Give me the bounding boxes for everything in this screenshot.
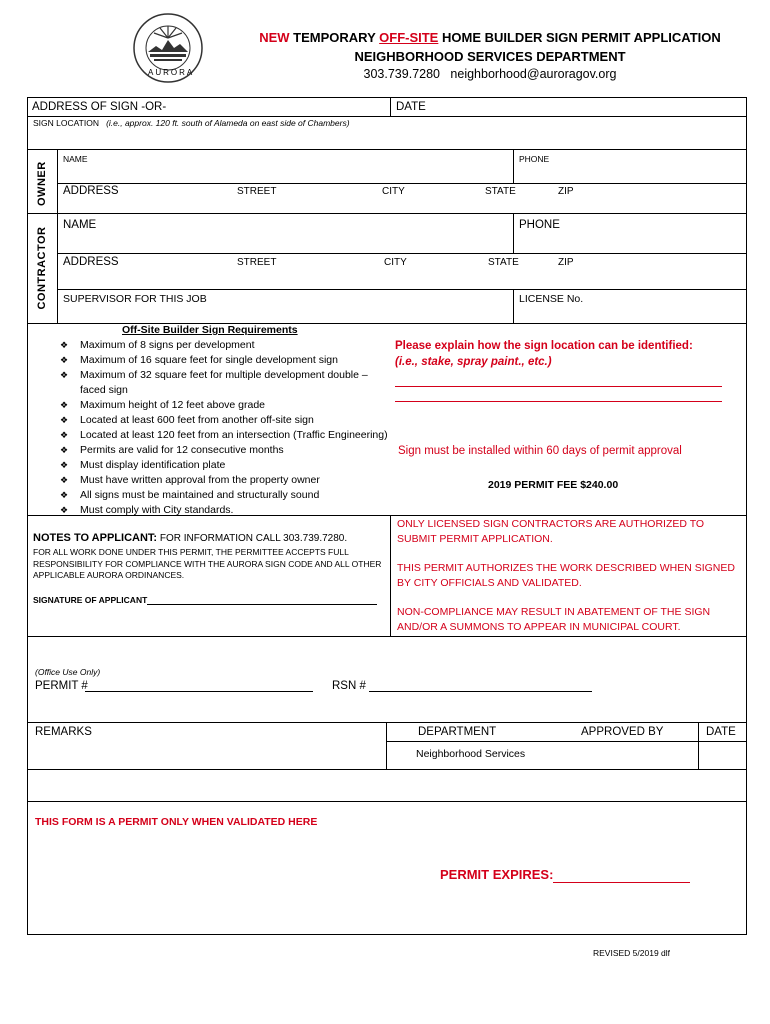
contractor-name-field[interactable] (58, 234, 512, 252)
title-rest: HOME BUILDER SIGN PERMIT APPLICATION (441, 30, 721, 45)
owner-city-label: CITY (382, 186, 405, 197)
office-use-label: (Office Use Only) (35, 667, 101, 677)
owner-phone-label: PHONE (519, 154, 550, 164)
requirement-item: ❖ Must display identification plate (58, 458, 388, 473)
requirement-item: ❖ Located at least 120 feet from an intersection (Traffic Engineering) (58, 428, 388, 443)
license-field[interactable] (514, 306, 746, 322)
supervisor-field[interactable] (58, 306, 512, 322)
owner-name-field[interactable] (58, 164, 512, 182)
license-label: LICENSE No. (519, 293, 584, 305)
permit-expires-field[interactable] (553, 882, 690, 883)
contractor-address-label: ADDRESS (63, 256, 119, 268)
notes-line (33, 533, 347, 544)
contractor-zip-label: ZIP (558, 257, 574, 268)
supervisor-label: SUPERVISOR FOR THIS JOB (63, 293, 207, 305)
owner-state-label: STATE (485, 186, 516, 197)
title-temporary: TEMPORARY (293, 30, 376, 45)
approved-by-field[interactable] (560, 742, 697, 768)
explain-line-1[interactable] (395, 386, 722, 387)
contractor-name-label: NAME (63, 219, 97, 231)
remarks-label: REMARKS (35, 726, 92, 738)
contractor-section-label: CONTRACTOR (36, 226, 48, 310)
sign-date-label: DATE (396, 101, 426, 113)
requirement-item: ❖ Maximum of 16 square feet for single development sign (58, 353, 388, 368)
validation-text: THIS FORM IS A PERMIT ONLY WHEN VALIDATED HERE (35, 816, 318, 828)
title-new: NEW (259, 30, 290, 45)
warning-licensed: ONLY LICENSED SIGN CONTRACTORS ARE AUTHORIZED TO SUBMIT PERMIT APPLICATION. (397, 518, 705, 545)
sign-location-hint: (i.e., approx. 120 ft. south of Alameda on east side of Chambers) (106, 118, 350, 128)
permit-number-field[interactable] (85, 691, 313, 692)
requirement-item: ❖ Permits are valid for 12 consecutive months (58, 443, 388, 458)
warning-noncompliance: NON-COMPLIANCE MAY RESULT IN ABATEMENT OF THE SIGN AND/OR A SUMMONS TO APPEAR IN MUNICIPAL COURT. (397, 606, 711, 633)
aurora-logo (132, 12, 204, 84)
contact-line (230, 67, 750, 81)
signature-label: SIGNATURE OF APPLICANT (33, 595, 148, 605)
requirements-title: Off-Site Builder Sign Requirements (122, 324, 298, 336)
explain-question: Please explain how the sign location can be identified: (395, 340, 693, 352)
revised-note: REVISED 5/2019 dlf (593, 948, 671, 958)
page-title (230, 30, 750, 45)
owner-name-label: NAME (63, 154, 88, 164)
remarks-field[interactable] (28, 741, 385, 768)
requirement-item: ❖ Maximum of 8 signs per development (58, 338, 388, 353)
permit-expires-label: PERMIT EXPIRES: (440, 867, 554, 882)
contact-email[interactable]: neighborhood@auroragov.org (450, 67, 617, 81)
signature-line[interactable] (147, 604, 377, 605)
install-notice: Sign must be installed within 60 days of permit approval (398, 445, 682, 457)
notes-title: NOTES TO APPLICANT: (33, 532, 158, 544)
contractor-street-label: STREET (237, 257, 277, 268)
sign-date-field[interactable] (391, 98, 746, 116)
notes-call: FOR INFORMATION CALL 303.739.7280. (159, 533, 348, 544)
requirement-item: ❖ All signs must be maintained and structurally sound (58, 488, 388, 503)
contractor-phone-field[interactable] (514, 234, 746, 252)
rsn-field[interactable] (369, 691, 592, 692)
owner-address-label: ADDRESS (63, 185, 119, 197)
contractor-phone-label: PHONE (519, 219, 560, 231)
contractor-address-field[interactable] (58, 270, 746, 288)
requirement-item: ❖ Maximum height of 12 feet above grade (58, 398, 388, 413)
owner-address-field[interactable] (58, 198, 746, 212)
requirement-item: ❖ Maximum of 32 square feet for multiple development double – faced sign (58, 368, 388, 398)
permit-number-label: PERMIT # (35, 680, 88, 692)
approval-date-field[interactable] (699, 742, 746, 768)
owner-zip-label: ZIP (558, 186, 574, 197)
department-label: DEPARTMENT (418, 726, 497, 738)
explain-hint: (i.e., stake, spray paint., etc.) (395, 356, 552, 368)
sign-location-label: SIGN LOCATION (i.e., approx. 120 ft. south of Alameda on east side of Chambers) (33, 118, 350, 128)
requirement-item: ❖ Must have written approval from the property owner (58, 473, 388, 488)
approved-by-label: APPROVED BY (581, 726, 664, 738)
requirement-item: ❖ Must comply with City standards. (58, 503, 388, 518)
explain-line-2[interactable] (395, 401, 722, 402)
approval-date-label: DATE (706, 726, 736, 738)
owner-street-label: STREET (237, 186, 277, 197)
title-offsite: OFF-SITE (379, 30, 439, 45)
requirement-item: ❖ Located at least 600 feet from another off-site sign (58, 413, 388, 428)
contractor-state-label: STATE (488, 257, 519, 268)
logo-text: AURORA (148, 68, 195, 77)
requirements-list (58, 338, 388, 518)
rsn-label: RSN # (332, 680, 366, 692)
warning-authorizes: THIS PERMIT AUTHORIZES THE WORK DESCRIBED WHEN SIGNED BY CITY OFFICIALS AND VALIDATED. (397, 562, 735, 589)
sign-address-field[interactable] (28, 98, 389, 116)
department-title: NEIGHBORHOOD SERVICES DEPARTMENT (354, 49, 626, 64)
contractor-city-label: CITY (384, 257, 407, 268)
permit-fee: 2019 PERMIT FEE $240.00 (488, 479, 619, 491)
owner-section-label: OWNER (36, 161, 48, 206)
sign-location-field[interactable] (28, 130, 746, 148)
contact-phone: 303.739.7280 (363, 67, 440, 81)
department-value: Neighborhood Services (416, 748, 526, 760)
owner-phone-field[interactable] (514, 164, 746, 182)
sign-address-label: ADDRESS OF SIGN -OR- (32, 101, 167, 113)
notes-body: FOR ALL WORK DONE UNDER THIS PERMIT, THE PERMITTEE ACCEPTS FULL RESPONSIBILITY FOR COMPLIANCE WITH THE AURORA SIGN CODE AND ALL OTHER APPLICABLE AURORA ORDINANCES. (33, 547, 382, 580)
